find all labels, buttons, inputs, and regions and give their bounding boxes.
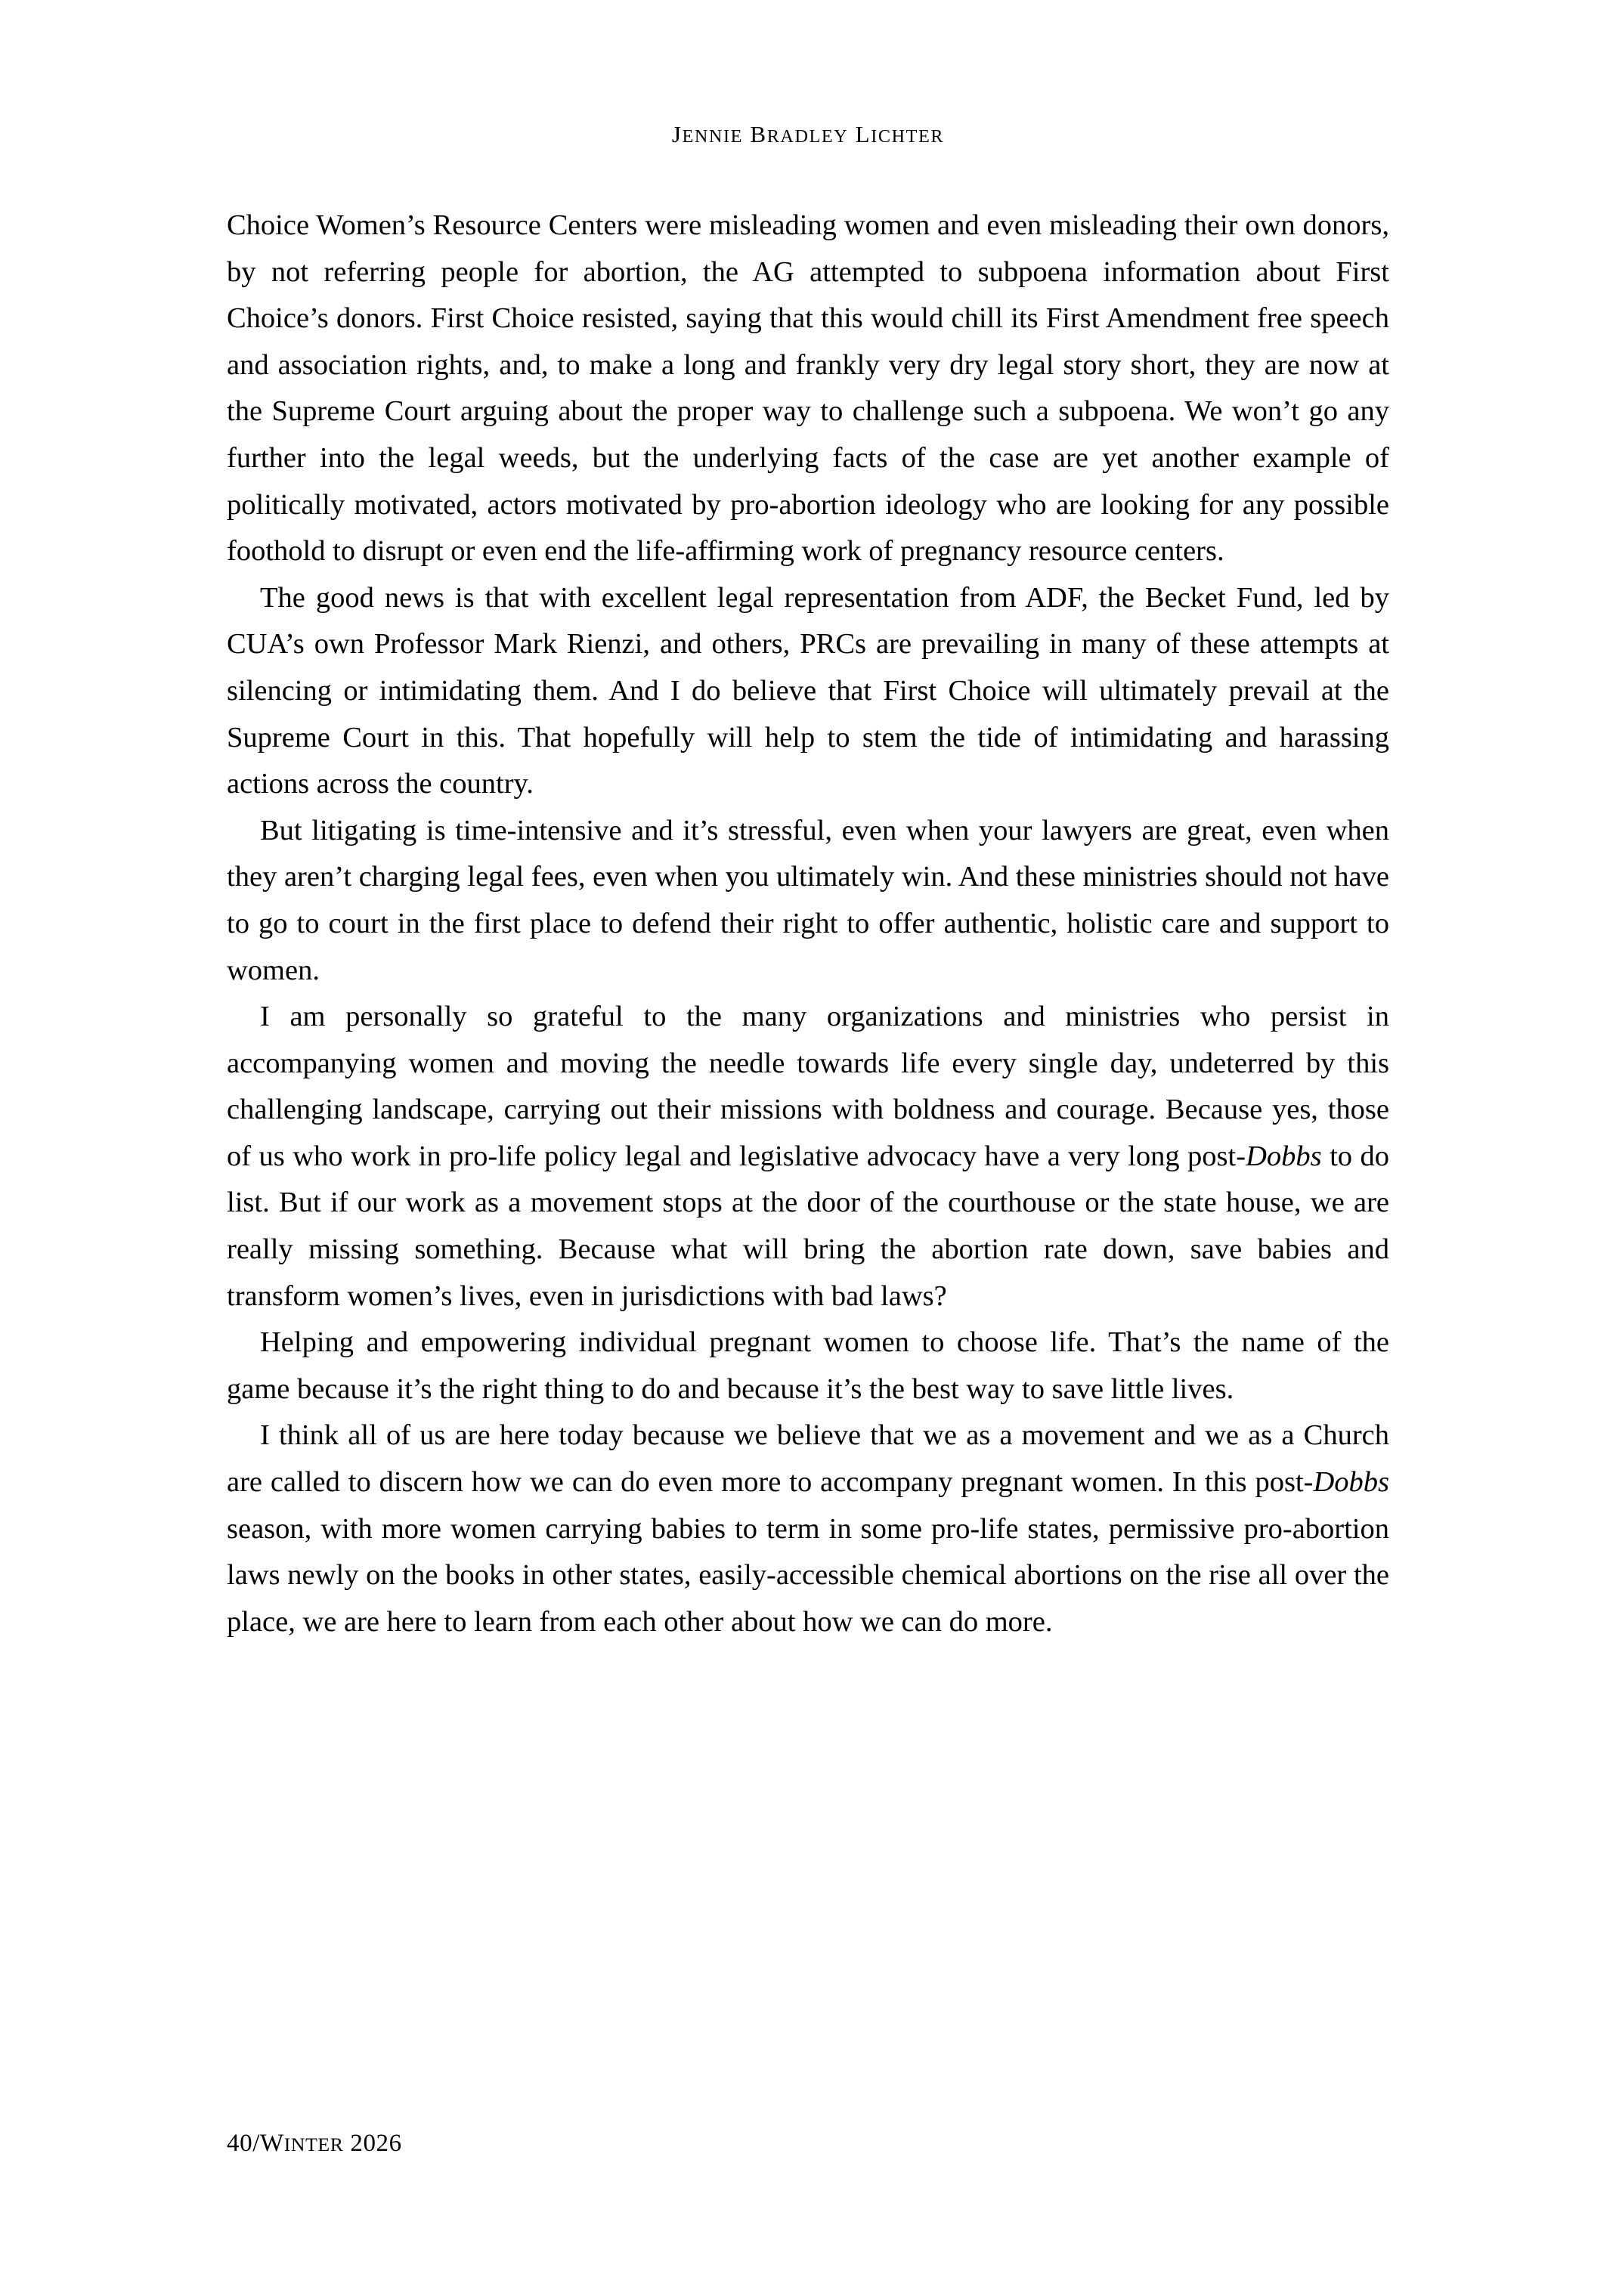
text-run: I think all of us are here today because we believe that we as a movement and we as a Church are called to discern how we can do even more to accompany pregnant women. In this post- [227,1419,1389,1499]
body-paragraph [227,203,1389,575]
text-run: to do list. But if our work as a movement stops at the door of the courthouse or the state house, we are really missing something. Because what will bring the abortion rate down, save babies and transform women’s lives, even in jurisdictions with bad laws? [227,1140,1390,1312]
text-run: The good news is that with excellent legal representation from ADF, the Becket Fund, led by CUA’s own Professor Mark Rienzi, and others, PRCs are prevailing in many of these attempts at silencing or intimidating them. And I do believe that First Choice will ultimately prevail at the Supreme Court in this. That hopefully will help to stem the tide of intimidating and harassing actions across the country. [227,581,1389,800]
page-folio [227,2131,402,2156]
running-head-word-1-first: J [671,121,683,147]
folio-issue-label-first: W [259,2130,284,2157]
running-head-word-3-rest: ICHTER [871,126,945,147]
body-paragraph [227,1320,1389,1413]
text-run: But litigating is time-intensive and it’s stressful, even when your lawyers are great, even when they aren’t charging legal fees, even when you ultimately win. And these ministries should not have to go to court in the first place to defend their right to offer authentic, holistic care and support to women. [227,814,1389,986]
running-head-word-3 [856,121,944,147]
folio-issue-year: 2026 [350,2130,402,2157]
body-paragraph [227,808,1389,994]
running-head-word-2-first: B [750,121,767,147]
running-head-word-2-rest: RADLEY [766,126,849,147]
running-head-word-1 [672,121,743,147]
text-run: Helping and empowering individual pregnant women to choose life. That’s the name of the game because it’s the right thing to do and because it’s the best way to save little lives. [227,1326,1389,1405]
case-name-italic: Dobbs [1246,1140,1322,1172]
running-head [0,122,1616,146]
text-run: Choice Women’s Resource Centers were misleading women and even misleading their own donors, by not referring people for abortion, the AG attempted to subpoena information about First Choice’s donors. First Choice resisted, saying that this would chill its First Amendment free speech and association rights, and, to make a long and frankly very dry legal story short, they are now at the Supreme Court arguing about the proper way to challenge such a subpoena. We won’t go any further into the legal weeds, but the underlying facts of the case are yet another example of politically motivated, actors motivated by pro-abortion ideology who are looking for any possible foothold to disrupt or even end the life-affirming work of pregnancy resource centers. [227,209,1389,568]
folio-page-number: 40 [227,2130,253,2157]
running-head-word-2 [750,121,848,147]
folio-issue-label-rest: INTER [283,2134,344,2155]
text-run: I am personally so grateful to the many organizations and ministries who persist in accompanying women and moving the needle towards life every single day, undeterred by this challenging landscape, carrying out their missions with boldness and courage. Because yes, those of us who work in pro-life policy legal and legislative advocacy have a very long post- [227,1001,1389,1172]
body-paragraph [227,575,1389,808]
folio-issue-label [260,2130,344,2157]
running-head-word-1-rest: ENNIE [682,126,744,147]
folio-separator: / [252,2130,260,2157]
running-head-word-3-first: L [855,121,871,147]
text-run: season, with more women carrying babies to term in some pro-life states, permissive pro-abortion laws newly on the books in other states, easily-accessible chemical abortions on the rise all over the place, we are here to learn from each other about how we can do more. [227,1512,1389,1638]
body-paragraph [227,1413,1389,1645]
case-name-italic: Dobbs [1313,1466,1389,1499]
body-paragraph [227,994,1389,1320]
body-text-column [227,203,1389,1645]
